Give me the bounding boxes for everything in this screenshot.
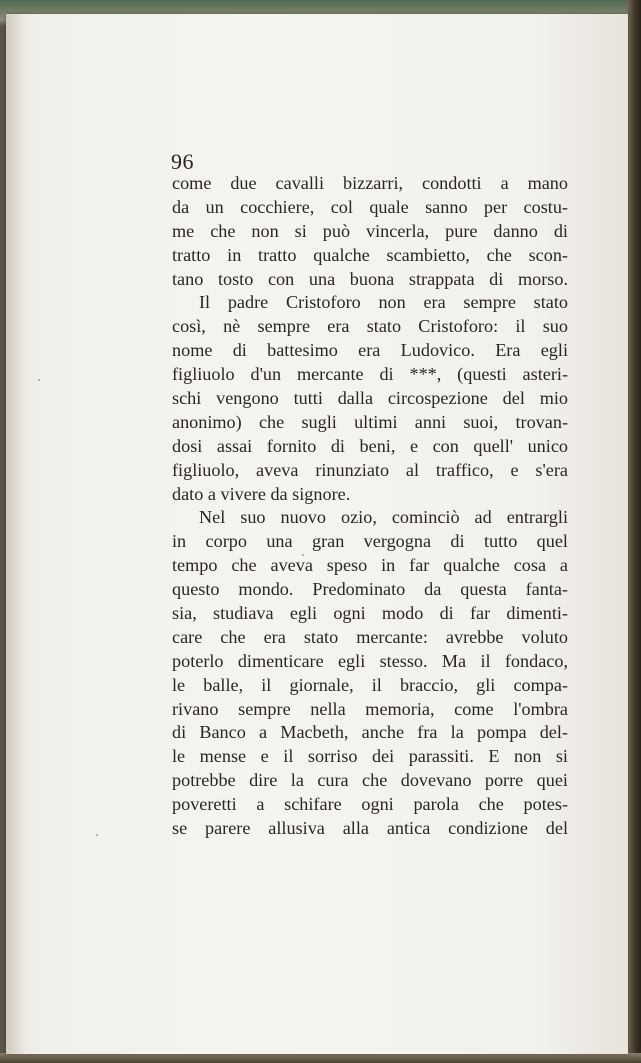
text-line: me che non si può vincerla, pure danno di [172, 220, 568, 241]
paper-speck [38, 379, 40, 381]
text-line: questo mondo. Predominato da questa fanta- [172, 579, 568, 600]
body-text [172, 172, 568, 841]
text-line: nome di battesimo era Ludovico. Era egli [172, 340, 568, 361]
text-line: potrebbe dire la cura che dovevano porre quei [172, 770, 568, 791]
text-line: schi vengono tutti dalla circospezione del mio [172, 388, 568, 409]
text-line: di Banco a Macbeth, anche fra la pompa del- [172, 722, 568, 743]
text-line: care che era stato mercante: avrebbe voluto [172, 626, 568, 647]
text-line: dosi assai fornito di beni, e con quell' unico [172, 435, 568, 456]
text-line: come due cavalli bizzarri, condotti a mano [172, 173, 568, 193]
text-line: poterlo dimenticare egli stesso. Ma il fondaco, [172, 650, 568, 671]
text-line: rivano sempre nella memoria, come l'ombra [172, 698, 568, 719]
text-line: le mense e il sorriso dei parassiti. E non si [172, 746, 568, 767]
text-line: sia, studiava egli ogni modo di far dimenti- [172, 603, 568, 624]
text-line: da un cocchiere, col quale sanno per costu- [172, 196, 568, 217]
text-line: anonimo) che sugli ultimi anni suoi, trovan- [172, 411, 568, 432]
text-line: figliuolo d'un mercante di ***, (questi asteri- [172, 364, 568, 385]
book-bottom-edge [0, 1053, 641, 1063]
paper-speck [96, 834, 98, 836]
text-line: poveretti a schifare ogni parola che potes- [172, 794, 568, 815]
page-number: 96 [171, 149, 194, 174]
text-line: tratto in tratto qualche scambietto, che scon- [172, 244, 568, 265]
text-line: le balle, il giornale, il braccio, gli compa- [172, 674, 568, 695]
text-line: se parere allusiva alla antica condizione del [172, 818, 568, 839]
page-gutter-shadow [6, 14, 26, 1054]
text-line: Il padre Cristoforo non era sempre stato [199, 292, 568, 313]
text-line: Nel suo nuovo ozio, cominciò ad entrargli [199, 507, 568, 528]
text-line: tempo che aveva speso in far qualche cosa a [172, 555, 568, 576]
text-line: in corpo una gran vergogna di tutto quel [172, 531, 568, 552]
text-line: figliuolo, aveva rinunziato al traffico, e s'era [172, 459, 568, 480]
text-line: tano tosto con una buona strappata di morso. [172, 268, 568, 289]
text-line: dato a vivere da signore. [172, 483, 351, 504]
book-cover-edge [627, 0, 641, 1063]
text-line: così, nè sempre era stato Cristoforo: il suo [172, 316, 568, 337]
